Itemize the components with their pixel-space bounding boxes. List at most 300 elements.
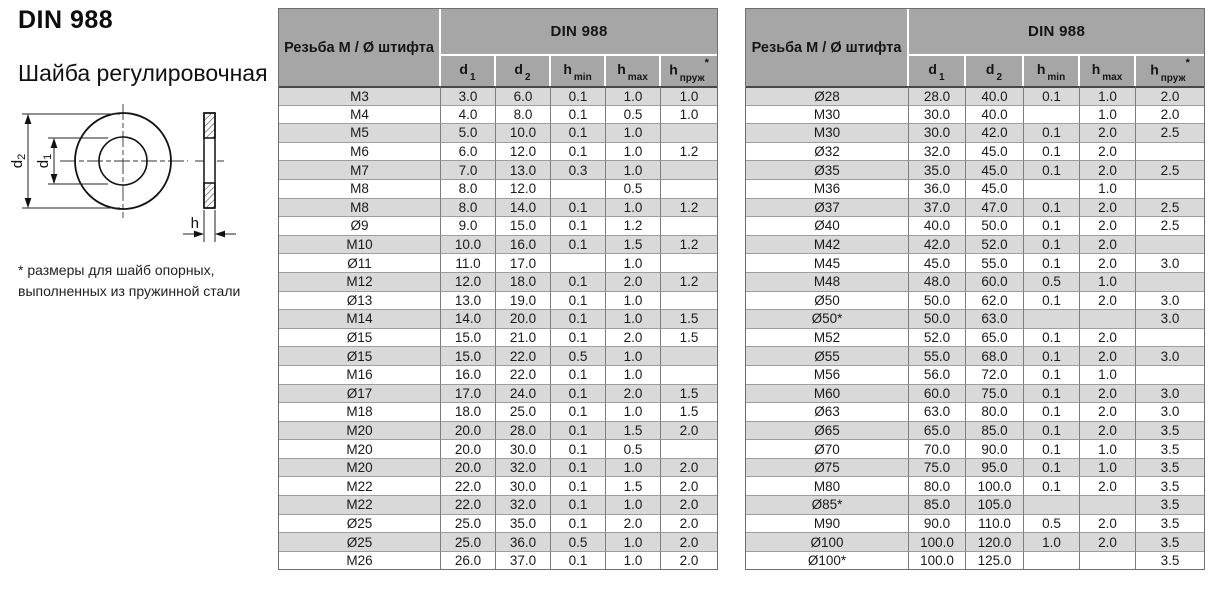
- value-cell: 75.0: [909, 458, 966, 477]
- value-cell: 0.1: [1024, 402, 1080, 421]
- value-cell: 2.0: [1080, 123, 1136, 142]
- value-cell: 7.0: [441, 160, 496, 179]
- value-cell: 2.0: [1136, 105, 1204, 124]
- value-cell: 125.0: [966, 551, 1024, 570]
- table-row: [746, 198, 1204, 217]
- size-cell: M7: [279, 160, 441, 179]
- table-row: [279, 346, 717, 365]
- value-cell: 2.0: [661, 476, 717, 495]
- value-cell: 14.0: [496, 198, 551, 217]
- value-cell: 0.1: [551, 328, 606, 347]
- size-cell: M56: [746, 365, 909, 384]
- table-row: [746, 142, 1204, 161]
- column-header: d $_1$: [909, 56, 966, 86]
- value-cell: [661, 253, 717, 272]
- din988-table: [746, 9, 1204, 569]
- size-cell: M42: [746, 235, 909, 254]
- value-cell: [661, 179, 717, 198]
- value-cell: 18.0: [496, 272, 551, 291]
- table-row: [279, 235, 717, 254]
- value-cell: 12.0: [496, 142, 551, 161]
- dim-h-label: h: [190, 215, 199, 232]
- value-cell: 0.1: [1024, 123, 1080, 142]
- value-cell: 20.0: [441, 458, 496, 477]
- value-cell: 13.0: [496, 160, 551, 179]
- size-cell: Ø50*: [746, 309, 909, 328]
- value-cell: 32.0: [909, 142, 966, 161]
- value-cell: 3.5: [1136, 532, 1204, 551]
- table-row: [279, 532, 717, 551]
- dim-d1-label: $d_1$: [35, 153, 54, 169]
- table-row: [746, 421, 1204, 440]
- value-cell: [1136, 328, 1204, 347]
- size-cell: M20: [279, 421, 441, 440]
- value-cell: 0.1: [551, 514, 606, 533]
- size-cell: Ø37: [746, 198, 909, 217]
- value-cell: 1.0: [606, 123, 661, 142]
- size-cell: Ø15: [279, 346, 441, 365]
- value-cell: 1.5: [661, 328, 717, 347]
- value-cell: 0.1: [1024, 253, 1080, 272]
- table-row: [279, 309, 717, 328]
- column-group-header: DIN 988: [909, 9, 1204, 56]
- value-cell: 0.1: [551, 142, 606, 161]
- value-cell: 3.5: [1136, 476, 1204, 495]
- size-cell: M48: [746, 272, 909, 291]
- value-cell: 35.0: [496, 514, 551, 533]
- value-cell: 45.0: [909, 253, 966, 272]
- value-cell: 1.5: [661, 402, 717, 421]
- value-cell: 2.0: [661, 458, 717, 477]
- value-cell: 2.0: [1136, 86, 1204, 105]
- value-cell: 0.1: [1024, 476, 1080, 495]
- value-cell: 2.0: [1080, 160, 1136, 179]
- table-row: [746, 346, 1204, 365]
- value-cell: 3.0: [1136, 384, 1204, 403]
- value-cell: 1.0: [1080, 105, 1136, 124]
- value-cell: 12.0: [441, 272, 496, 291]
- value-cell: 5.0: [441, 123, 496, 142]
- size-cell: M22: [279, 476, 441, 495]
- value-cell: 50.0: [909, 291, 966, 310]
- size-cell: M22: [279, 495, 441, 514]
- size-cell: M5: [279, 123, 441, 142]
- column-header: h $_{min}$: [551, 56, 606, 86]
- value-cell: 55.0: [966, 253, 1024, 272]
- value-cell: 19.0: [496, 291, 551, 310]
- table-row: [746, 328, 1204, 347]
- value-cell: 3.5: [1136, 439, 1204, 458]
- value-cell: 1.0: [1080, 458, 1136, 477]
- value-cell: 62.0: [966, 291, 1024, 310]
- value-cell: 1.0: [606, 402, 661, 421]
- column-header: d $_2$: [496, 56, 551, 86]
- value-cell: 1.2: [661, 198, 717, 217]
- value-cell: 35.0: [909, 160, 966, 179]
- value-cell: 14.0: [441, 309, 496, 328]
- size-cell: M16: [279, 365, 441, 384]
- value-cell: 1.2: [606, 216, 661, 235]
- table-row: [746, 365, 1204, 384]
- value-cell: 15.0: [441, 328, 496, 347]
- value-cell: 24.0: [496, 384, 551, 403]
- value-cell: 0.1: [1024, 291, 1080, 310]
- value-cell: 2.0: [1080, 216, 1136, 235]
- value-cell: 0.1: [551, 421, 606, 440]
- value-cell: 72.0: [966, 365, 1024, 384]
- value-cell: 20.0: [441, 421, 496, 440]
- value-cell: 36.0: [496, 532, 551, 551]
- value-cell: 12.0: [496, 179, 551, 198]
- value-cell: 1.0: [606, 291, 661, 310]
- value-cell: 0.5: [1024, 272, 1080, 291]
- value-cell: 65.0: [909, 421, 966, 440]
- value-cell: 0.1: [1024, 346, 1080, 365]
- size-cell: Ø13: [279, 291, 441, 310]
- washer-side-view: [195, 113, 224, 208]
- value-cell: 60.0: [909, 384, 966, 403]
- value-cell: 2.0: [1080, 328, 1136, 347]
- value-cell: 45.0: [966, 160, 1024, 179]
- table-row: [746, 532, 1204, 551]
- spec-table-left: [278, 8, 718, 570]
- value-cell: 17.0: [441, 384, 496, 403]
- column-header: d $_2$: [966, 56, 1024, 86]
- value-cell: 100.0: [909, 532, 966, 551]
- size-cell: M8: [279, 179, 441, 198]
- column-header: h $_{пруж}$*: [661, 56, 717, 86]
- value-cell: 3.0: [1136, 309, 1204, 328]
- value-cell: 6.0: [441, 142, 496, 161]
- value-cell: 15.0: [441, 346, 496, 365]
- value-cell: 80.0: [966, 402, 1024, 421]
- size-cell: M52: [746, 328, 909, 347]
- value-cell: 2.0: [1080, 346, 1136, 365]
- value-cell: 48.0: [909, 272, 966, 291]
- size-cell: Ø75: [746, 458, 909, 477]
- size-cell: Ø70: [746, 439, 909, 458]
- value-cell: 1.0: [606, 309, 661, 328]
- value-cell: 16.0: [441, 365, 496, 384]
- value-cell: 1.0: [606, 495, 661, 514]
- value-cell: 1.5: [606, 235, 661, 254]
- table-row: [279, 384, 717, 403]
- value-cell: 2.5: [1136, 160, 1204, 179]
- value-cell: 10.0: [496, 123, 551, 142]
- value-cell: 1.0: [1080, 86, 1136, 105]
- value-cell: 0.1: [1024, 458, 1080, 477]
- header-row-top: [746, 9, 1204, 56]
- table-row: [279, 142, 717, 161]
- size-cell: M90: [746, 514, 909, 533]
- size-cell: Ø17: [279, 384, 441, 403]
- value-cell: 16.0: [496, 235, 551, 254]
- table-row: [279, 495, 717, 514]
- value-cell: 2.0: [1080, 384, 1136, 403]
- value-cell: 85.0: [966, 421, 1024, 440]
- value-cell: 2.0: [1080, 253, 1136, 272]
- value-cell: 42.0: [966, 123, 1024, 142]
- value-cell: 50.0: [966, 216, 1024, 235]
- footnote-line: * размеры для шайб опорных,: [18, 262, 215, 278]
- value-cell: [661, 439, 717, 458]
- value-cell: 90.0: [966, 439, 1024, 458]
- column-header: h $_{max}$: [606, 56, 661, 86]
- value-cell: 37.0: [909, 198, 966, 217]
- value-cell: 0.1: [551, 476, 606, 495]
- value-cell: 2.0: [1080, 291, 1136, 310]
- value-cell: 2.0: [661, 551, 717, 570]
- table-row: [746, 458, 1204, 477]
- value-cell: 1.0: [606, 551, 661, 570]
- value-cell: 2.0: [1080, 402, 1136, 421]
- value-cell: 3.0: [1136, 402, 1204, 421]
- value-cell: [661, 160, 717, 179]
- value-cell: 1.0: [1080, 272, 1136, 291]
- value-cell: 65.0: [966, 328, 1024, 347]
- value-cell: 1.2: [661, 142, 717, 161]
- size-cell: M30: [746, 105, 909, 124]
- size-cell: M4: [279, 105, 441, 124]
- size-cell: Ø50: [746, 291, 909, 310]
- value-cell: 32.0: [496, 458, 551, 477]
- value-cell: 80.0: [909, 476, 966, 495]
- value-cell: [551, 253, 606, 272]
- value-cell: 2.0: [606, 384, 661, 403]
- table-row: [279, 514, 717, 533]
- value-cell: 40.0: [966, 86, 1024, 105]
- value-cell: 1.0: [606, 458, 661, 477]
- value-cell: 20.0: [496, 309, 551, 328]
- value-cell: 0.1: [551, 495, 606, 514]
- value-cell: 120.0: [966, 532, 1024, 551]
- value-cell: [1024, 551, 1080, 570]
- value-cell: 0.1: [551, 123, 606, 142]
- value-cell: 50.0: [909, 309, 966, 328]
- size-cell: M30: [746, 123, 909, 142]
- value-cell: 3.5: [1136, 421, 1204, 440]
- value-cell: 22.0: [441, 495, 496, 514]
- value-cell: 0.1: [551, 216, 606, 235]
- table-row: [746, 551, 1204, 570]
- value-cell: 28.0: [496, 421, 551, 440]
- table-row: [746, 123, 1204, 142]
- value-cell: 1.0: [606, 365, 661, 384]
- value-cell: 70.0: [909, 439, 966, 458]
- value-cell: 8.0: [441, 179, 496, 198]
- value-cell: 100.0: [909, 551, 966, 570]
- table-body: [746, 86, 1204, 569]
- value-cell: [1136, 272, 1204, 291]
- value-cell: 21.0: [496, 328, 551, 347]
- value-cell: 0.1: [1024, 384, 1080, 403]
- table-row: [279, 160, 717, 179]
- value-cell: 0.1: [551, 272, 606, 291]
- table-row: [279, 198, 717, 217]
- value-cell: 3.0: [441, 86, 496, 105]
- size-cell: M18: [279, 402, 441, 421]
- value-cell: 15.0: [496, 216, 551, 235]
- table-row: [746, 253, 1204, 272]
- column-header-thread: Резьба М / Ø штифта: [279, 9, 441, 86]
- value-cell: 2.0: [1080, 421, 1136, 440]
- value-cell: 3.0: [1136, 253, 1204, 272]
- value-cell: 1.5: [606, 421, 661, 440]
- value-cell: [1024, 495, 1080, 514]
- value-cell: 1.0: [1080, 365, 1136, 384]
- value-cell: 22.0: [496, 346, 551, 365]
- size-cell: M45: [746, 253, 909, 272]
- value-cell: 1.0: [1024, 532, 1080, 551]
- value-cell: 100.0: [966, 476, 1024, 495]
- table-row: [746, 439, 1204, 458]
- din988-table: [279, 9, 717, 569]
- value-cell: 1.0: [1080, 179, 1136, 198]
- value-cell: 1.0: [606, 346, 661, 365]
- value-cell: 55.0: [909, 346, 966, 365]
- value-cell: 1.0: [1080, 439, 1136, 458]
- column-header-thread: Резьба М / Ø штифта: [746, 9, 909, 86]
- value-cell: 56.0: [909, 365, 966, 384]
- size-cell: M20: [279, 439, 441, 458]
- size-cell: Ø40: [746, 216, 909, 235]
- value-cell: 0.1: [551, 291, 606, 310]
- value-cell: 0.5: [606, 179, 661, 198]
- size-cell: Ø100: [746, 532, 909, 551]
- table-row: [279, 328, 717, 347]
- table-row: [746, 160, 1204, 179]
- table-row: [279, 272, 717, 291]
- value-cell: 40.0: [909, 216, 966, 235]
- value-cell: 0.1: [551, 402, 606, 421]
- value-cell: 0.1: [551, 365, 606, 384]
- value-cell: [1024, 179, 1080, 198]
- value-cell: 0.1: [551, 105, 606, 124]
- table-row: [279, 86, 717, 105]
- table-row: [279, 253, 717, 272]
- column-header: h $_{max}$: [1080, 56, 1136, 86]
- table-row: [746, 86, 1204, 105]
- value-cell: 25.0: [496, 402, 551, 421]
- value-cell: 0.1: [1024, 86, 1080, 105]
- value-cell: 25.0: [441, 514, 496, 533]
- value-cell: 2.5: [1136, 198, 1204, 217]
- value-cell: 68.0: [966, 346, 1024, 365]
- value-cell: 45.0: [966, 142, 1024, 161]
- table-row: [746, 105, 1204, 124]
- size-cell: Ø32: [746, 142, 909, 161]
- size-cell: M10: [279, 235, 441, 254]
- size-cell: Ø85*: [746, 495, 909, 514]
- value-cell: 0.3: [551, 160, 606, 179]
- value-cell: 2.0: [1080, 142, 1136, 161]
- size-cell: Ø15: [279, 328, 441, 347]
- washer-front-view: [60, 104, 188, 218]
- value-cell: 0.5: [606, 105, 661, 124]
- value-cell: 4.0: [441, 105, 496, 124]
- table-row: [279, 402, 717, 421]
- value-cell: [661, 346, 717, 365]
- size-cell: Ø11: [279, 253, 441, 272]
- table-row: [279, 458, 717, 477]
- table-row: [279, 291, 717, 310]
- table-row: [746, 495, 1204, 514]
- value-cell: 1.5: [661, 309, 717, 328]
- value-cell: 1.0: [606, 86, 661, 105]
- table-row: [279, 105, 717, 124]
- value-cell: 0.1: [1024, 421, 1080, 440]
- value-cell: [1080, 551, 1136, 570]
- value-cell: 3.5: [1136, 458, 1204, 477]
- value-cell: 63.0: [966, 309, 1024, 328]
- value-cell: 0.1: [1024, 142, 1080, 161]
- table-row: [746, 216, 1204, 235]
- dim-d2-label: $d_2$: [9, 153, 28, 169]
- value-cell: 0.1: [551, 458, 606, 477]
- table-row: [746, 179, 1204, 198]
- column-header: d $_1$: [441, 56, 496, 86]
- value-cell: 75.0: [966, 384, 1024, 403]
- value-cell: 0.1: [1024, 328, 1080, 347]
- column-header: h $_{min}$: [1024, 56, 1080, 86]
- value-cell: 0.1: [551, 551, 606, 570]
- value-cell: 3.5: [1136, 495, 1204, 514]
- value-cell: 0.1: [551, 384, 606, 403]
- value-cell: [1136, 142, 1204, 161]
- size-cell: Ø63: [746, 402, 909, 421]
- table-row: [746, 384, 1204, 403]
- value-cell: 1.0: [661, 86, 717, 105]
- header-row-top: [279, 9, 717, 56]
- value-cell: 13.0: [441, 291, 496, 310]
- value-cell: 1.0: [606, 198, 661, 217]
- value-cell: [551, 179, 606, 198]
- value-cell: 8.0: [441, 198, 496, 217]
- size-cell: Ø65: [746, 421, 909, 440]
- page-title: DIN 988: [18, 6, 114, 34]
- value-cell: 1.2: [661, 272, 717, 291]
- table-row: [746, 402, 1204, 421]
- value-cell: 0.5: [606, 439, 661, 458]
- value-cell: 2.0: [606, 514, 661, 533]
- value-cell: 1.5: [606, 476, 661, 495]
- table-row: [279, 421, 717, 440]
- value-cell: 2.0: [1080, 514, 1136, 533]
- size-cell: M8: [279, 198, 441, 217]
- value-cell: 1.0: [606, 532, 661, 551]
- footnote: [18, 260, 240, 302]
- value-cell: 0.1: [551, 235, 606, 254]
- value-cell: 0.1: [1024, 235, 1080, 254]
- value-cell: 3.5: [1136, 514, 1204, 533]
- size-cell: Ø35: [746, 160, 909, 179]
- table-row: [746, 272, 1204, 291]
- table-row: [746, 309, 1204, 328]
- value-cell: 18.0: [441, 402, 496, 421]
- table-row: [279, 551, 717, 570]
- table-row: [746, 476, 1204, 495]
- value-cell: [1024, 309, 1080, 328]
- value-cell: 105.0: [966, 495, 1024, 514]
- value-cell: [1024, 105, 1080, 124]
- value-cell: 30.0: [496, 439, 551, 458]
- table-row: [746, 235, 1204, 254]
- value-cell: 30.0: [909, 105, 966, 124]
- washer-diagram: [8, 100, 263, 258]
- value-cell: 2.5: [1136, 216, 1204, 235]
- size-cell: M3: [279, 86, 441, 105]
- value-cell: 1.5: [661, 384, 717, 403]
